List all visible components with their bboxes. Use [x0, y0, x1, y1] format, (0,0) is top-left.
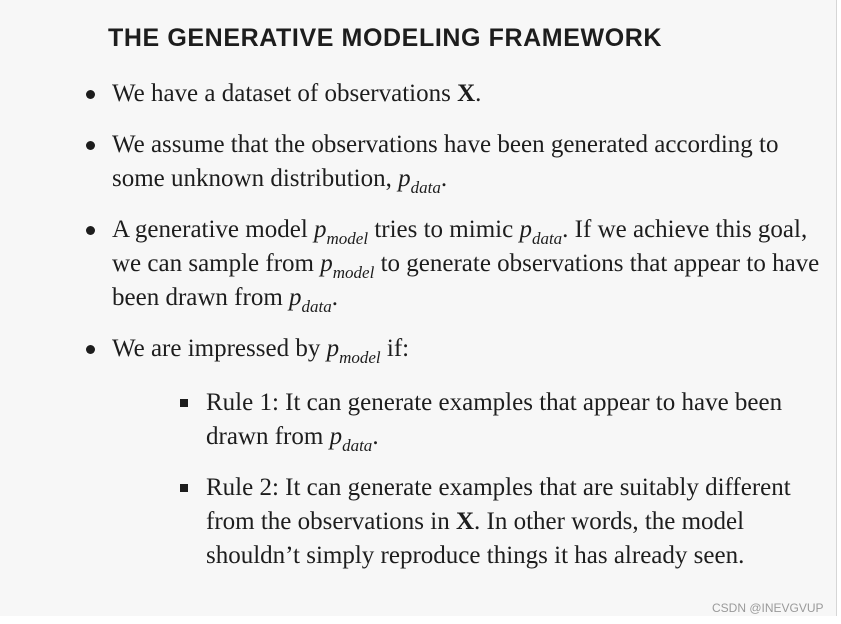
- rule-text: Rule 2: It can generate examples that are suitably different from the observations in X. In other words, the model shouldn’t simply reproduce things it has already seen.: [206, 474, 791, 569]
- p-data-symbol: $p_{data}$: [519, 216, 563, 248]
- slide-title: THE GENERATIVE MODELING FRAMEWORK: [108, 24, 663, 52]
- bullet-text: We are impressed by $p_{model}$ if:: [112, 335, 410, 367]
- p-data-symbol: $p_{data}$: [289, 284, 332, 316]
- bullet-text: We have a dataset of observations X.: [112, 80, 482, 107]
- p-data-symbol: $p_{data}$: [329, 423, 373, 455]
- bullet-item-impressed: [112, 332, 812, 366]
- bullet-dot-icon: [86, 226, 95, 235]
- p-model-symbol: $p_{model}$: [320, 250, 375, 282]
- rule-item-2: [206, 471, 821, 573]
- bullet-dot-icon: [86, 90, 95, 99]
- symbol-x: X: [457, 80, 476, 107]
- p-model-symbol: $p_{model}$: [326, 335, 381, 367]
- bullet-dot-icon: [86, 141, 95, 150]
- bullet-item-generative-model: [112, 213, 824, 315]
- symbol-x: X: [455, 508, 475, 535]
- watermark-text: CSDN @INEVGVUP: [712, 601, 824, 615]
- rule-item-1: [206, 386, 806, 454]
- slide-edge-divider: [836, 0, 837, 616]
- bullet-item-dataset: [112, 77, 822, 111]
- p-model-symbol: $p_{model}$: [314, 216, 369, 248]
- bullet-dot-icon: [86, 345, 95, 354]
- bullet-item-assumption: [112, 128, 824, 196]
- p-data-symbol: $p_{data}$: [398, 165, 441, 197]
- bullet-text: We assume that the observations have been generated according to some unknown distribution, $p_{data}$.: [112, 131, 779, 197]
- rule-text: Rule 1: It can generate examples that appear to have been drawn from $p_{data}$.: [206, 389, 783, 455]
- square-bullet-icon: [180, 399, 188, 407]
- square-bullet-icon: [180, 484, 188, 492]
- bullet-text: A generative model $p_{model}$ tries to mimic $p_{data}$. If we achieve this goal, we can sample from $p_{model}$ to generate observations that appear to have been drawn from $p_{data}$.: [112, 216, 820, 316]
